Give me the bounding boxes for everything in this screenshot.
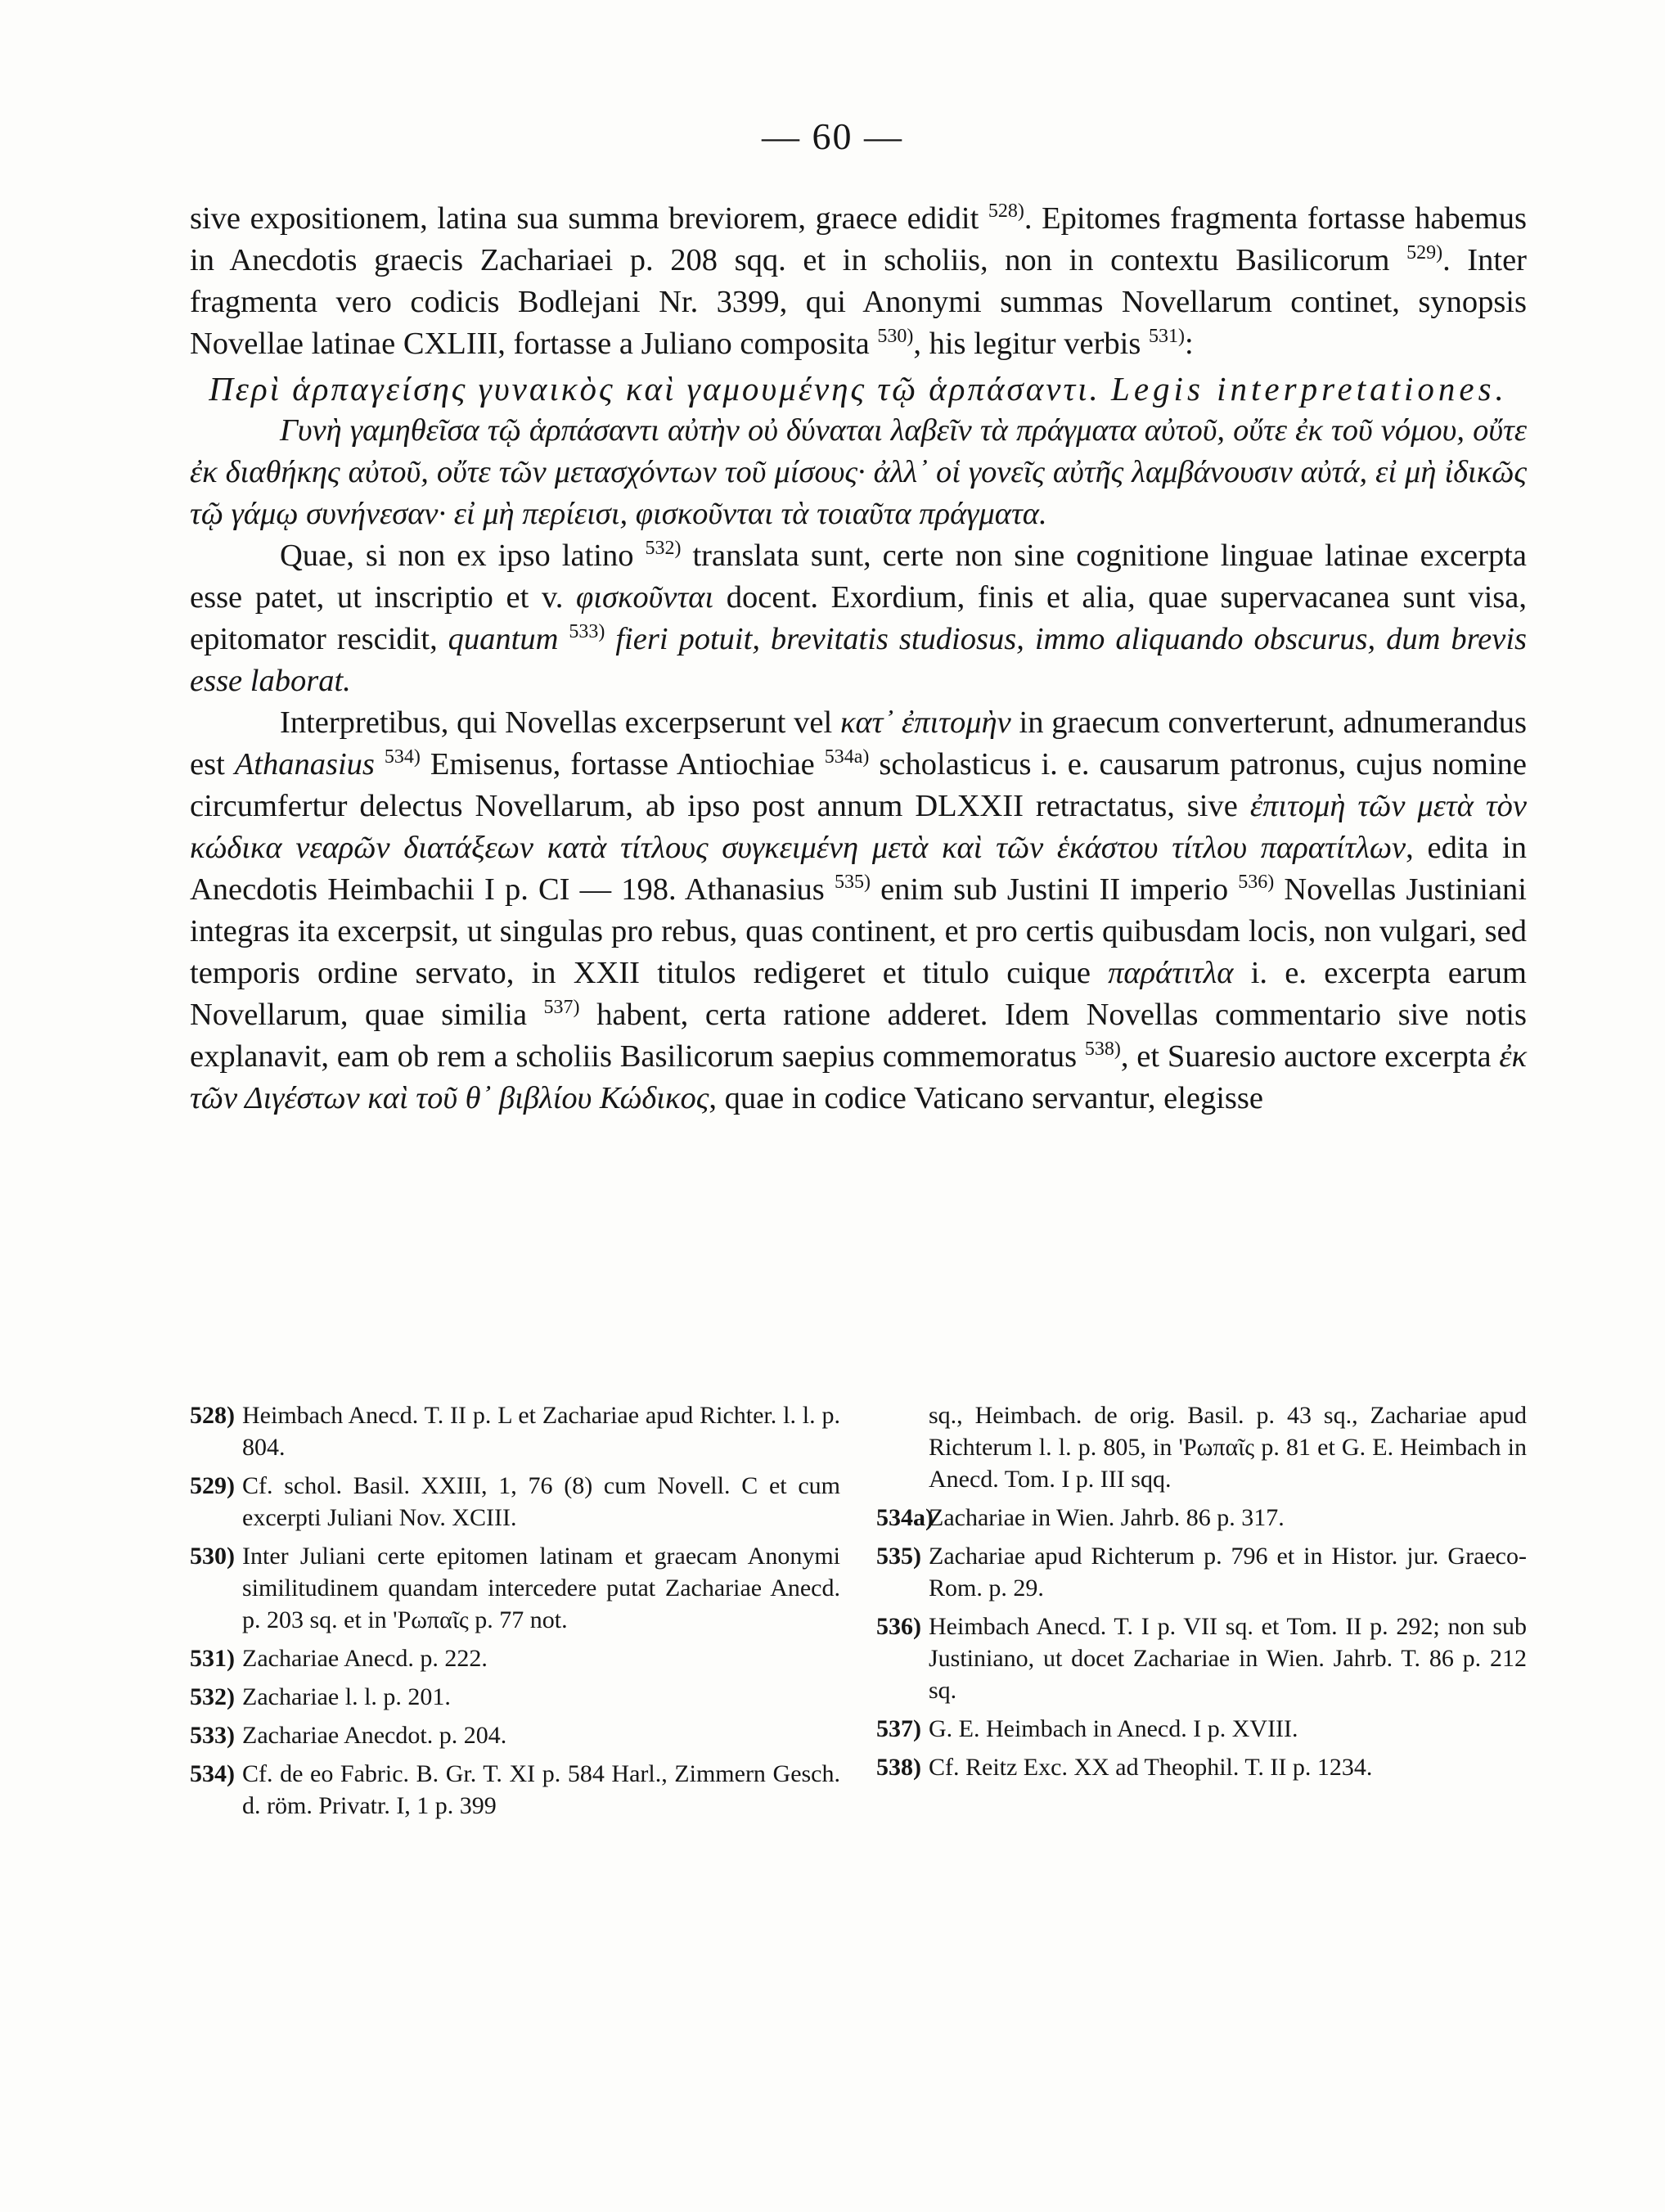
text-run: sive expositionem, latina sua summa breviorem, graece edidit	[190, 201, 988, 236]
text-run: , et Suaresio auctore excerpta	[1120, 1039, 1500, 1074]
footnote-ref: 532)	[645, 538, 682, 560]
footnote-text: Zachariae apud Richterum p. 796 et in Histor. jur. Graeco-Rom. p. 29.	[929, 1543, 1527, 1602]
footnote-ref: 531)	[1148, 326, 1185, 348]
footnote-mark: 529)	[190, 1472, 235, 1499]
text-run: Γυνὴ γαμηθεῖσα τῷ ἁρπάσαντι αὐτὴν οὐ δύναται λαβεῖν τὰ πράγματα αὐτοῦ, οὔτε ἐκ τοῦ νόμου, οὔτε ἐκ διαθήκης αὐτοῦ, οὔτε τῶν μετασχόντων τοῦ μίσους· ἀλλ᾽ οἱ γονεῖς αὐτῆς λαμβάνουσιν αὐτά, εἰ μὴ ἰδικῶς τῷ γάμῳ συνήνεσαν· εἰ μὴ περίεισι, φισκοῦνται τὰ τοιαῦτα πράγματα.	[190, 413, 1527, 531]
footnotes-right-column	[876, 1399, 1527, 1828]
footnote-ref: 535)	[834, 872, 871, 894]
footnotes	[190, 1399, 1527, 1828]
footnote-ref: 529)	[1406, 242, 1443, 264]
footnote	[190, 1470, 840, 1534]
footnote-ref: 534a)	[824, 746, 870, 768]
footnote	[876, 1502, 1527, 1534]
text-run	[605, 622, 615, 656]
text-run: in graecum converterunt, adnumerandus est	[190, 705, 1527, 782]
footnote-mark: 528)	[190, 1402, 235, 1429]
spaced-italic-run: Legis interpretationes.	[1111, 370, 1508, 408]
footnote-mark: 530)	[190, 1543, 235, 1570]
text-run: :	[1184, 327, 1194, 361]
text-run: Περὶ ἁρπαγείσης γυναικὸς καὶ γαμουμένης τῷ ἁρπάσαντι.	[209, 370, 1112, 408]
text-run: . Inter fragmenta vero codicis Bodlejani Nr. 3399, qui Anonymi summas Novellarum continet, synopsis Novellae latinae CXLIII, fortasse a Juliano composita	[190, 243, 1527, 361]
italic-run: quantum	[448, 622, 559, 656]
footnote-text: G. E. Heimbach in Anecd. I p. XVIII.	[929, 1715, 1298, 1742]
paragraph	[190, 535, 1527, 702]
footnote	[876, 1713, 1527, 1745]
footnote-text: Cf. de eo Fabric. B. Gr. T. XI p. 584 Harl., Zimmern Gesch. d. röm. Privatr. I, 1 p. 399	[242, 1760, 840, 1819]
footnote	[190, 1758, 840, 1822]
text-run: habent, certa ratione adderet. Idem Novellas commentario sive notis explanavit, eam ob rem a scholiis Basilicorum saepius commemoratus	[190, 998, 1527, 1074]
footnote	[190, 1540, 840, 1636]
italic-run: κατ᾽ ἐπιτομὴν	[839, 705, 1011, 740]
footnote-mark: 532)	[190, 1683, 235, 1710]
paragraph	[190, 410, 1527, 535]
footnote-text: Cf. Reitz Exc. XX ad Theophil. T. II p. 1234.	[929, 1754, 1373, 1781]
footnote-ref: 538)	[1084, 1038, 1121, 1061]
text-run: . Epitomes fragmenta fortasse habemus in Anecdotis graecis Zachariaei p. 208 sqq. et in scholiis, non in contextu Basilicorum	[190, 201, 1528, 277]
text-run: Novellas Justiniani integras ita excerpsit, ut singulas pro rebus, quas continent, et pro certis quibusdam locis, non vulgari, sed temporis ordine servato, in XXII titulos redigeret et titulo cuique	[190, 872, 1527, 990]
footnote-mark: 537)	[876, 1715, 921, 1742]
paragraph	[190, 702, 1527, 1120]
footnote-text: Heimbach Anecd. T. II p. L et Zachariae apud Richter. l. l. p. 804.	[242, 1402, 840, 1461]
text-run: , quae in codice Vaticano servantur, elegisse	[709, 1081, 1263, 1115]
footnote	[876, 1540, 1527, 1604]
footnote-mark: 536)	[876, 1613, 921, 1640]
text-run	[375, 747, 385, 782]
footnote-text: Zachariae l. l. p. 201.	[242, 1683, 451, 1710]
footnote	[190, 1642, 840, 1674]
italic-run: παράτιτλα	[1108, 956, 1234, 990]
footnote-text: Zachariae Anecd. p. 222.	[242, 1645, 488, 1672]
footnote-text: Cf. schol. Basil. XXIII, 1, 76 (8) cum Novell. C et cum excerpti Juliani Nov. XCIII.	[242, 1472, 840, 1531]
footnote	[190, 1681, 840, 1713]
footnote-text: Zachariae in Wien. Jahrb. 86 p. 317.	[929, 1504, 1285, 1531]
text-run: translata sunt, certe non sine cognitione linguae latinae excerpta esse patet, ut inscriptio et v.	[190, 538, 1528, 615]
footnote-text: Heimbach Anecd. T. I p. VII sq. et Tom. II p. 292; non sub Justiniano, ut docet Zachariae in Wien. Jahrb. T. 86 p. 212 sq.	[929, 1613, 1527, 1704]
footnote-text: Zachariae Anecdot. p. 204.	[242, 1722, 507, 1749]
footnote	[876, 1399, 1527, 1495]
footnote-mark: 538)	[876, 1754, 921, 1781]
italic-run: φισκοῦνται	[575, 580, 714, 615]
footnote	[876, 1611, 1527, 1706]
footnote-mark: 533)	[190, 1722, 235, 1749]
footnote-ref: 530)	[877, 326, 914, 348]
italic-run: ἐκ τῶν Διγέστων καὶ τοῦ θ᾽ βιβλίου Κώδικος	[190, 1039, 1528, 1115]
text-run: Interpretibus, qui Novellas excerpserunt vel	[280, 705, 840, 740]
text-run: docent. Exordium, finis et alia, quae supervacanea sunt visa, epitomator rescidit,	[190, 580, 1527, 656]
paragraph	[190, 198, 1527, 365]
greek-heading	[190, 368, 1527, 410]
main-text	[190, 198, 1527, 1120]
italic-run: fieri potuit, brevitatis studiosus, immo aliquando obscurus, dum brevis esse laborat.	[190, 622, 1527, 698]
text-run: , edita in Anecdotis Heimbachii I p. CI — 198. Athanasius	[190, 831, 1527, 907]
footnote-text: Inter Juliani certe epitomen latinam et graecam Anonymi similitudinem quandam intercedere putat Zachariae Anecd. p. 203 sq. et in 'Ρωπαῖς p. 77 not.	[242, 1543, 840, 1633]
footnote-mark: 534)	[190, 1760, 235, 1787]
footnote-mark: 535)	[876, 1543, 921, 1570]
footnotes-left-column	[190, 1399, 840, 1828]
footnote-text: sq., Heimbach. de orig. Basil. p. 43 sq., Zachariae apud Richterum l. l. p. 805, in 'Ρωπαῖς p. 81 et G. E. Heimbach in Anecd. Tom. I p. III sqq.	[929, 1402, 1527, 1493]
text-run	[558, 622, 569, 656]
italic-run: Athanasius	[234, 747, 375, 782]
text-run: scholasticus i. e. causarum patronus, cujus nomine circumfertur delectus Novellarum, ab ipso post annum DLXXII retractatus, sive	[190, 747, 1527, 823]
footnote-ref: 537)	[543, 997, 580, 1019]
text-run: i. e. excerpta earum Novellarum, quae similia	[190, 956, 1527, 1032]
footnote-ref: 533)	[569, 621, 605, 643]
text-run: Emisenus, fortasse Antiochiae	[420, 747, 825, 782]
footnote-ref: 528)	[988, 200, 1024, 223]
footnote-ref: 536)	[1238, 872, 1275, 894]
italic-run: ἐπιτομὴ τῶν μετὰ τὸν κώδικα νεαρῶν διατάξεων κατὰ τίτλους συγκειμένη μετὰ καὶ τῶν ἑκάστου τίτλου παρατίτλων	[190, 789, 1527, 865]
footnote	[876, 1751, 1527, 1783]
footnote-ref: 534)	[384, 746, 421, 768]
page-number: — 60 —	[762, 115, 903, 157]
text-run: , his legitur verbis	[913, 327, 1149, 361]
footnote	[190, 1399, 840, 1463]
text-run: Quae, si non ex ipso latino	[280, 538, 646, 573]
footnote-mark: 534a)	[876, 1504, 934, 1531]
text-run: enim sub Justini II imperio	[870, 872, 1239, 907]
footnote-mark: 531)	[190, 1645, 235, 1672]
footnote	[190, 1719, 840, 1751]
